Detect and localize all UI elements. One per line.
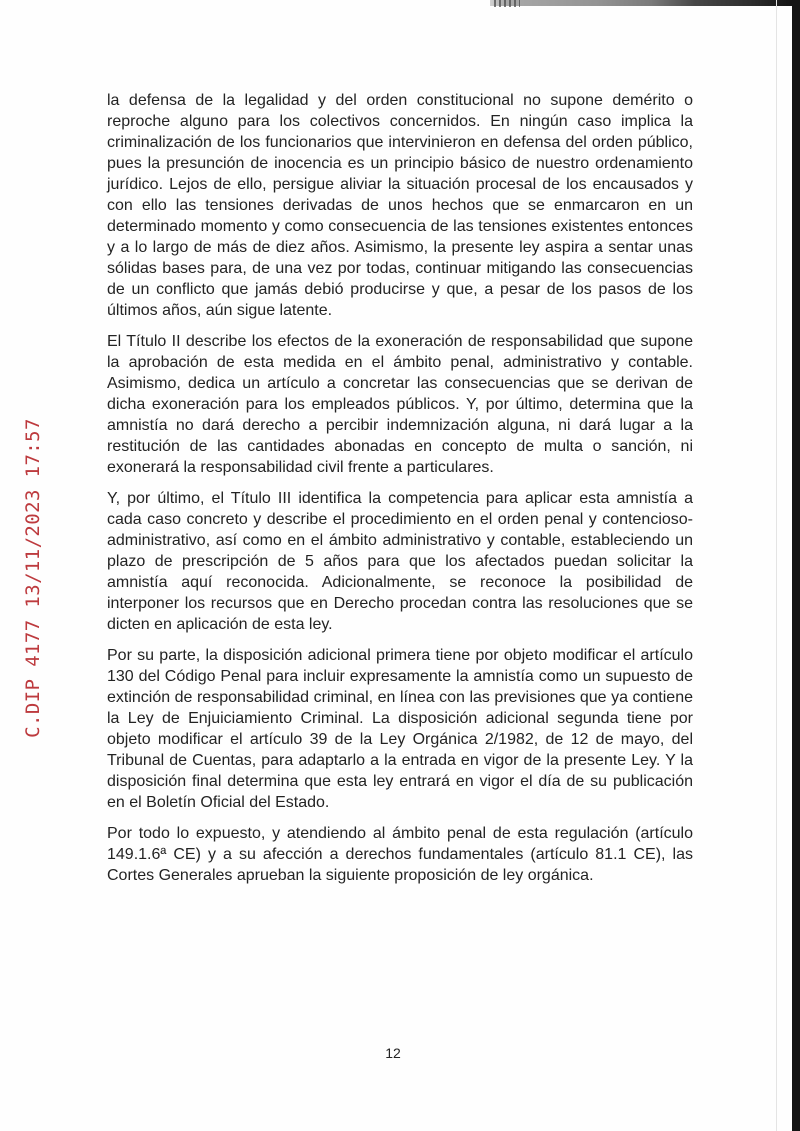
body-paragraph: Y, por último, el Título III identifica la competencia para aplicar esta amnistía a cada caso concreto y describe el procedimiento en el orden penal y contencioso-administrativo, así como en el ámbito administrativo y contable, estableciendo un plazo de prescripción de 5 años para que los afectados puedan solicitar la amnistía aquí reconocida. Adicionalmente, se reconoce la posibilidad de interponer los recursos que en Derecho procedan contra las resoluciones que se dicten en aplicación de esta ley. [107,490,693,633]
scan-artifact-right-bar [792,0,800,1131]
scan-artifact-edge-line [776,0,777,1131]
body-paragraph: la defensa de la legalidad y del orden constitucional no supone demérito o reproche alguno para los colectivos concernidos. En ningún caso implica la criminalización de los funcionarios que intervinieron en defensa del orden público, pues la presunción de inocencia es un principio básico de nuestro ordenamiento jurídico. Lejos de ello, persigue aliviar la situación procesal de los encausados y con ello las tensiones derivadas de unos hechos que se enmarcaron en un determinado momento y como consecuencia de las tensiones existentes entonces y a lo largo de más de diez años. Asimismo, la presente ley aspira a sentar unas sólidas bases para, de una vez por todas, continuar mitigando las consecuencias de un conflicto que jamás debió producirse y que, a pesar de los pasos de los últimos años, aún sigue latente. [107,92,693,319]
page-number: 12 [385,1045,401,1061]
scan-artifact-marks [494,0,520,7]
scan-artifact-top-bar [490,0,800,6]
document-body [107,90,693,896]
body-paragraph: Por su parte, la disposición adicional primera tiene por objeto modificar el artículo 130 del Código Penal para incluir expresamente la amnistía como un supuesto de extinción de responsabilidad criminal, en línea con las previsiones que ya contiene la Ley de Enjuiciamiento Criminal. La disposición adicional segunda tiene por objeto modificar el artículo 39 de la Ley Orgánica 2/1982, de 12 de mayo, del Tribunal de Cuentas, para adaptarlo a la entrada en vigor de la presente Ley. Y la disposición final determina que esta ley entrará en vigor el día de su publicación en el Boletín Oficial del Estado. [107,647,693,811]
registry-stamp-text: C.DIP 4177 13/11/2023 17:57 [22,418,44,738]
body-paragraph: El Título II describe los efectos de la exoneración de responsabilidad que supone la aprobación de esta medida en el ámbito penal, administrativo y contable. Asimismo, dedica un artículo a concretar las consecuencias que se derivan de dicha exoneración para los empleados públicos. Y, por último, determina que la amnistía no dará derecho a percibir indemnización alguna, ni dará lugar a la restitución de las cantidades abonadas en concepto de multa o sanción, ni exonerará la responsabilidad civil frente a particulares. [107,333,693,476]
body-paragraph: Por todo lo expuesto, y atendiendo al ámbito penal de esta regulación (artículo 149.1.6ª CE) y a su afección a derechos fundamentales (artículo 81.1 CE), las Cortes Generales aprueban la siguiente proposición de ley orgánica. [107,825,693,884]
